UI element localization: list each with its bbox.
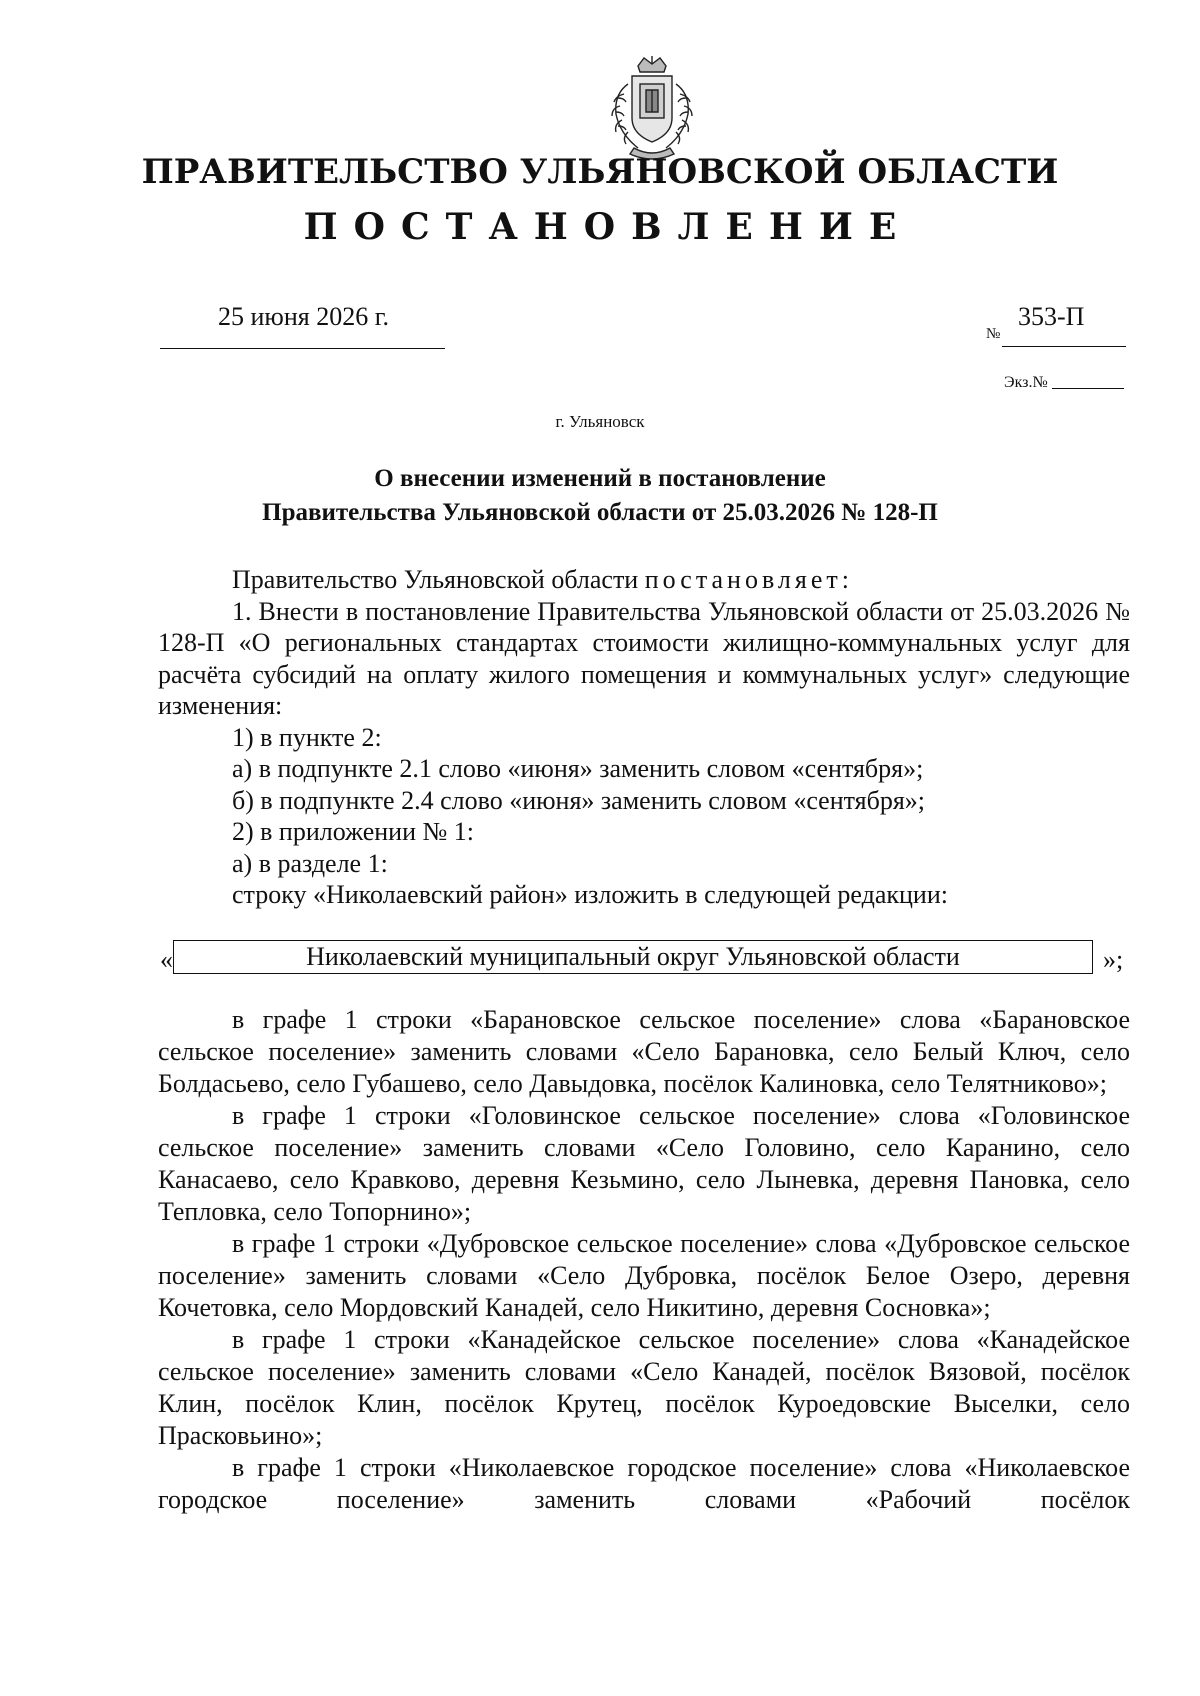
change-item: в графе 1 строки «Канадейское сельское поселение» слова «Канадейское сельское поселение» заменить словами «Село Канадей, посёлок Вязовой, посёлок Клин, посёлок Клин, посёлок Крутец, посёлок Куроедовские Выселки, село Прасковьино»; xyxy=(158,1325,1130,1450)
paragraph-1-2-a-text: строку «Николаевский район» изложить в следующей редакции: xyxy=(232,880,948,909)
document-body xyxy=(158,564,1130,911)
intro-start: Правительство Ульяновской области xyxy=(232,565,639,594)
number-underline xyxy=(1002,346,1126,347)
document-number: 353-П xyxy=(1018,302,1085,331)
paragraph-1-1-a: а) в подпункте 2.1 слово «июня» заменить словом «сентября»; xyxy=(232,754,924,783)
paragraph-1-1-b: б) в подпункте 2.4 слово «июня» заменить словом «сентября»; xyxy=(232,785,926,815)
changes-list xyxy=(158,1004,1130,1516)
document-date: 25 июня 2026 г. xyxy=(218,302,389,331)
document-subject xyxy=(0,462,1200,530)
row-close-quote: »; xyxy=(1103,945,1124,974)
document-type: ПОСТАНОВЛЕНИЕ xyxy=(303,206,913,248)
subject-line-1: О внесении изменений в постановление xyxy=(374,465,826,492)
intro-paragraph xyxy=(158,564,1130,596)
paragraph-1-2: 2) в приложении № 1: xyxy=(232,817,475,846)
table-row: Николаевский муниципальный округ Ульяновской области xyxy=(173,940,1093,974)
copy-number-label: Экз.№ xyxy=(1004,374,1048,391)
change-item: в графе 1 строки «Барановское сельское поселение» слова «Барановское сельское поселение» заменить словами «Село Барановка, село Белый Ключ, село Болдасьево, село Губашево, село Давыдовка, посёлок Калиновка, село Телятниково»; xyxy=(158,1005,1130,1098)
change-item: в графе 1 строки «Дубровское сельское поселение» слова «Дубровское сельское поселение» заменить словами «Село Дубровка, посёлок Белое Озеро, деревня Кочетовка, село Мордовский Канадей, село Никитино, деревня Сосновка»; xyxy=(158,1229,1130,1322)
date-underline xyxy=(160,348,445,349)
change-item: в графе 1 строки «Головинское сельское поселение» слова «Головинское сельское поселение» заменить словами «Село Головино, село Каранино, село Канасаево, село Кравково, деревня Кезьмино, село Лыневка, деревня Пановка, село Тепловка, село Топорнино»; xyxy=(158,1101,1130,1226)
paragraph-1-2-a: а) в разделе 1: xyxy=(232,848,388,878)
copy-number-underline xyxy=(1052,388,1124,389)
government-title: ПРАВИТЕЛЬСТВО УЛЬЯНОВСКОЙ ОБЛАСТИ xyxy=(141,152,1059,192)
row-open-quote: « xyxy=(160,945,173,974)
change-item: в графе 1 строки «Николаевское городское поселение» слова «Николаевское городское поселение» заменить словами «Рабочий посёлок xyxy=(158,1453,1130,1514)
subject-line-2: Правительства Ульяновской области от 25.03.2026 № 128-П xyxy=(262,499,938,526)
paragraph-1: 1. Внести в постановление Правительства Ульяновской области от 25.03.2026 № 128-П «О региональных стандартах стоимости жилищно-коммунальных услуг для расчёта субсидий на оплату жилого помещения и коммунальных услуг» следующие изменения: xyxy=(158,596,1130,720)
city: г. Ульяновск xyxy=(555,412,645,431)
paragraph-1-1: 1) в пункте 2: xyxy=(232,722,382,752)
number-label: № xyxy=(986,326,1001,342)
intro-resolves: постановляет: xyxy=(644,565,853,594)
coat-of-arms-icon xyxy=(598,54,706,162)
